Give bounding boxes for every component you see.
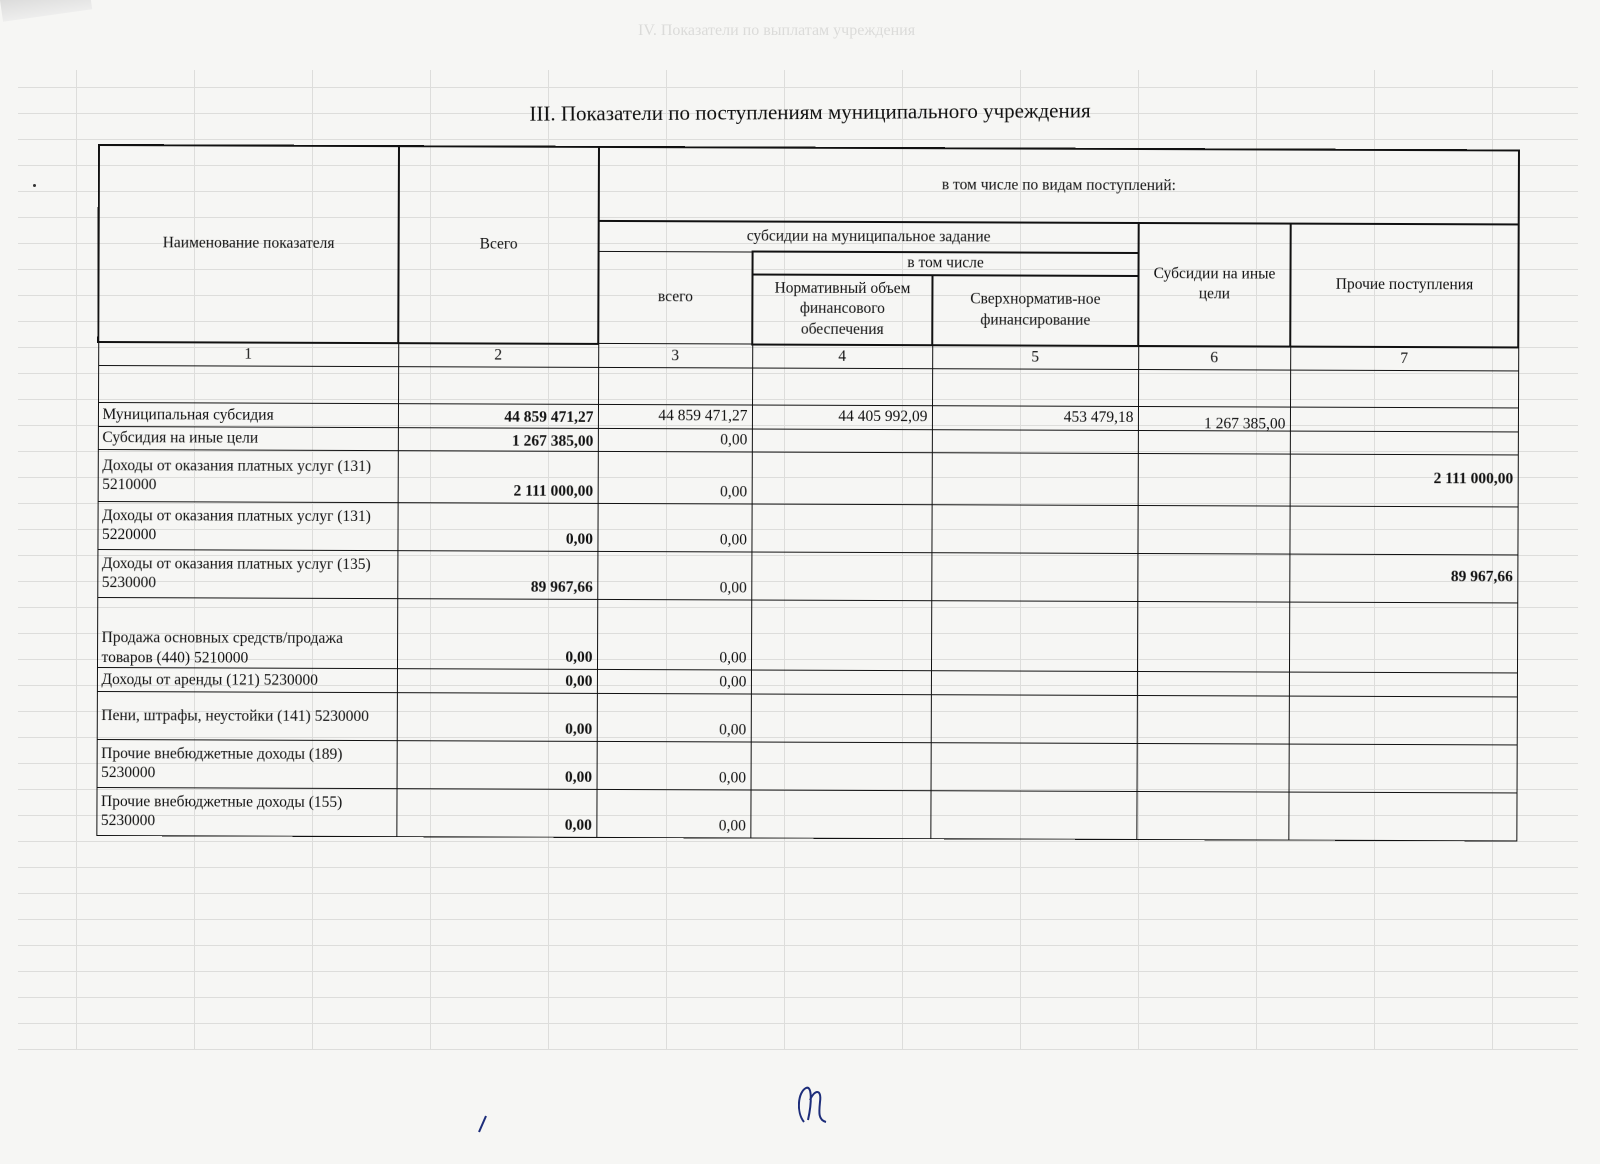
row-other-income [1290,407,1518,432]
header-above-normative: Сверхнорматив-ное финансирование [932,275,1138,346]
row-other-income [1288,792,1516,841]
row-other-income [1289,744,1517,793]
row-normative [751,742,931,791]
row-total: 0,00 [397,693,597,742]
row-total: 89 967,66 [397,551,597,600]
scan-speck [33,184,36,187]
row-all: 0,00 [597,669,751,694]
row-total: 0,00 [397,741,597,790]
row-other-purposes [1137,671,1289,696]
row-name: Доходы от оказания платных услуг (131) 5210000 [98,449,398,502]
bleed-title: IV. Показатели по выплатам учреждения [638,22,916,39]
row-normative: 44 405 992,09 [752,405,932,430]
row-normative [751,694,931,743]
spacer-row [98,365,1518,407]
revenue-table [95,144,1520,841]
row-above-normative [931,505,1137,554]
header-other-purposes: Субсидии на иные цели [1138,223,1290,347]
row-total: 0,00 [397,669,597,694]
revenue-table-wrapper [95,144,1518,841]
row-other-purposes [1137,695,1289,744]
row-total: 1 267 385,00 [398,428,598,452]
row-above-normative [931,743,1137,792]
header-including: в том числе [753,252,1139,276]
row-total: 2 111 000,00 [398,451,598,504]
staple-mark [0,0,92,22]
header-by-type: в том числе по видам поступлений: [599,147,1519,225]
table-row [97,739,1517,792]
row-normative [751,552,931,601]
row-all: 44 859 471,27 [598,404,752,429]
row-normative [752,429,932,453]
table-row [96,787,1516,840]
col-number: 5 [932,345,1138,369]
col-number: 3 [598,344,752,368]
row-total: 0,00 [397,599,597,670]
row-name: Муниципальная субсидия [98,402,398,427]
row-above-normative [932,453,1138,506]
row-other-purposes [1137,505,1289,554]
header-total: Всего [398,146,599,344]
table-row [98,449,1518,506]
row-above-normative [931,601,1137,672]
page-title: III. Показатели по поступлениям муниципального учреждения [529,98,1091,126]
pen-tick-mark [476,1114,488,1134]
table-row [97,501,1517,554]
table-row [97,691,1517,744]
row-other-purposes [1136,791,1288,840]
row-name: Доходы от оказания платных услуг (131) 5220000 [97,501,397,550]
row-name: Прочие внебюджетные доходы (189) 5230000 [97,739,397,788]
row-normative [751,504,931,553]
row-above-normative [931,695,1137,744]
col-number: 7 [1290,347,1518,371]
row-all: 0,00 [597,599,751,670]
row-name: Прочие внебюджетные доходы (155) 5230000 [96,787,396,836]
row-all: 0,00 [598,451,752,504]
row-total: 0,00 [397,503,597,552]
row-name: Продажа основных средств/продажа товаров (440) 5210000 [97,597,397,668]
row-normative [750,790,930,839]
row-above-normative [931,553,1137,602]
table-row [97,549,1517,602]
row-other-income [1289,602,1517,673]
col-number: 4 [752,344,932,368]
row-other-purposes [1137,743,1289,792]
col-number: 2 [398,343,598,367]
row-all: 0,00 [596,789,750,838]
col-number: 1 [98,342,398,367]
header-subsidy-task: субсидии на муниципальное задание [599,221,1139,253]
row-other-income [1289,672,1517,697]
header-name: Наименование показателя [98,145,399,343]
row-all: 0,00 [597,551,751,600]
row-all: 0,00 [597,503,751,552]
row-other-purposes [1137,601,1289,672]
row-above-normative [930,791,1136,840]
row-all: 0,00 [598,428,752,452]
row-name: Доходы от аренды (121) 5230000 [97,667,397,692]
header-normative: Нормативный объем финансового обеспечения [752,274,932,345]
row-above-normative [931,671,1137,696]
handwritten-initials-signature [790,1082,830,1130]
row-name: Доходы от оказания платных услуг (135) 5230000 [97,549,397,598]
row-other-income [1289,696,1517,745]
col-number: 6 [1138,346,1290,370]
row-all: 0,00 [597,741,751,790]
row-total: 44 859 471,27 [398,404,598,429]
row-other-purposes [1138,453,1290,506]
row-name: Субсидия на иные цели [98,426,398,450]
row-other-income [1290,431,1518,455]
header-all: всего [598,251,752,345]
row-other-income [1289,506,1517,555]
row-other-purposes: 1 267 385,00 [1138,412,1290,436]
header-other-income: Прочие поступления [1290,224,1518,348]
row-other-income: 89 967,66 [1289,554,1517,603]
row-normative [752,452,932,505]
row-above-normative: 453 479,18 [932,406,1138,431]
row-other-income: 2 111 000,00 [1290,454,1518,507]
row-above-normative [932,430,1138,454]
row-other-purposes [1137,553,1289,602]
row-all: 0,00 [597,693,751,742]
row-normative [751,670,931,695]
table-row [97,597,1517,672]
row-total: 0,00 [396,789,596,838]
row-normative [751,600,931,671]
row-name: Пени, штрафы, неустойки (141) 5230000 [97,691,397,740]
